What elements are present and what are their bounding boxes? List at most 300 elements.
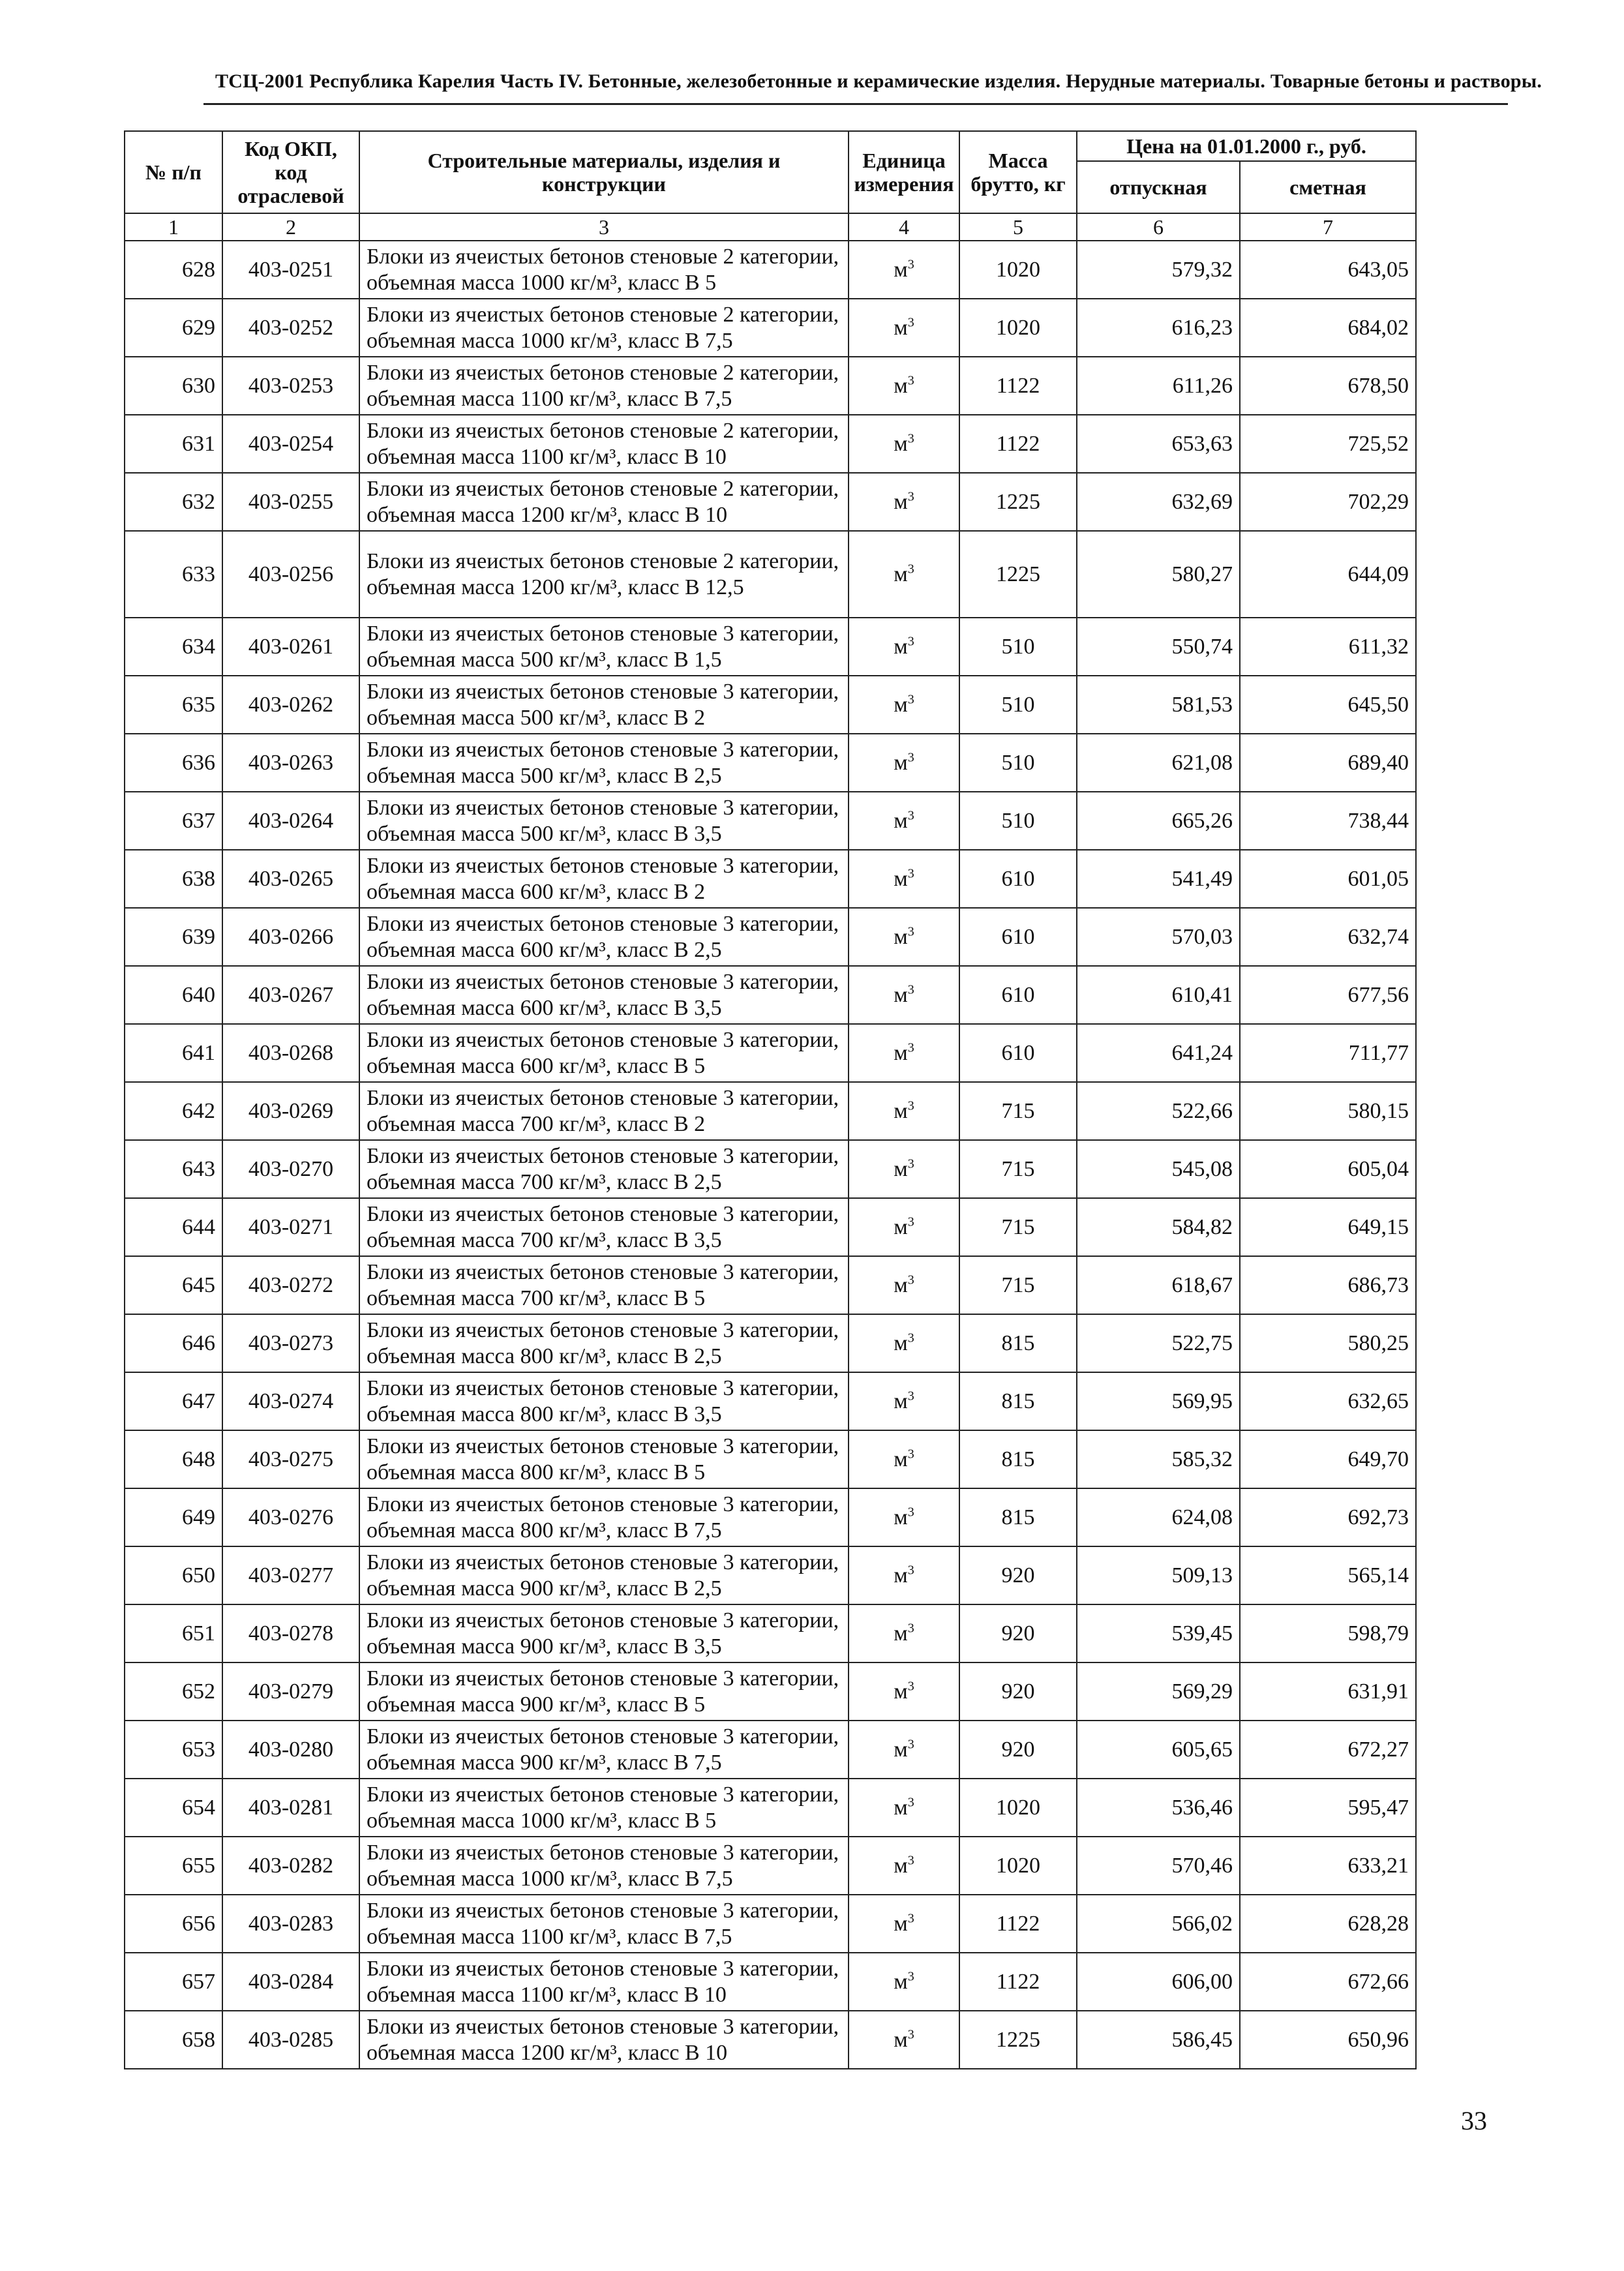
row-number: 655	[125, 1837, 222, 1895]
unit-exponent: 3	[907, 2027, 914, 2042]
table-row	[125, 1430, 1416, 1488]
unit-of-measure	[849, 415, 959, 473]
unit-base: м	[894, 373, 908, 398]
material-description: Блоки из ячеистых бетонов стеновые 3 категории, объемная масса 800 кг/м³, класс В 3,5	[359, 1372, 849, 1430]
okp-code: 403-0283	[222, 1895, 359, 1953]
unit-base: м	[894, 1331, 908, 1355]
okp-code: 403-0263	[222, 734, 359, 792]
table-row	[125, 473, 1416, 531]
unit-exponent: 3	[907, 1389, 914, 1404]
material-description: Блоки из ячеистых бетонов стеновые 3 категории, объемная масса 500 кг/м³, класс В 2	[359, 676, 849, 734]
unit-base: м	[894, 1156, 908, 1181]
okp-code: 403-0252	[222, 299, 359, 357]
okp-code: 403-0262	[222, 676, 359, 734]
unit-of-measure	[849, 792, 959, 850]
okp-code: 403-0272	[222, 1256, 359, 1314]
gross-mass: 715	[959, 1082, 1077, 1140]
release-price: 653,63	[1077, 415, 1240, 473]
release-price: 570,03	[1077, 908, 1240, 966]
unit-exponent: 3	[907, 257, 914, 272]
unit-exponent: 3	[907, 1040, 914, 1055]
unit-of-measure	[849, 1082, 959, 1140]
row-number: 642	[125, 1082, 222, 1140]
unit-exponent: 3	[907, 1272, 914, 1287]
row-number: 631	[125, 415, 222, 473]
page-number: 33	[1461, 2106, 1487, 2135]
table-body	[125, 213, 1416, 2069]
gross-mass: 1122	[959, 415, 1077, 473]
unit-base: м	[894, 257, 908, 282]
material-description: Блоки из ячеистых бетонов стеновые 3 категории, объемная масса 1100 кг/м³, класс В 10	[359, 1953, 849, 2011]
table-row	[125, 1488, 1416, 1546]
row-number: 630	[125, 357, 222, 415]
unit-of-measure	[849, 1779, 959, 1837]
unit-exponent: 3	[907, 692, 914, 707]
table-row	[125, 531, 1416, 618]
gross-mass: 510	[959, 618, 1077, 676]
unit-of-measure	[849, 357, 959, 415]
row-number: 654	[125, 1779, 222, 1837]
unit-base: м	[894, 750, 908, 775]
table-row	[125, 357, 1416, 415]
table-row	[125, 966, 1416, 1024]
estimate-price: 702,29	[1240, 473, 1416, 531]
column-number: 5	[959, 213, 1077, 241]
release-price: 610,41	[1077, 966, 1240, 1024]
gross-mass: 815	[959, 1488, 1077, 1546]
material-description: Блоки из ячеистых бетонов стеновые 3 категории, объемная масса 500 кг/м³, класс В 3,5	[359, 792, 849, 850]
unit-exponent: 3	[907, 924, 914, 939]
estimate-price: 580,25	[1240, 1314, 1416, 1372]
estimate-price: 611,32	[1240, 618, 1416, 676]
release-price: 621,08	[1077, 734, 1240, 792]
unit-exponent: 3	[907, 1853, 914, 1868]
okp-code: 403-0270	[222, 1140, 359, 1198]
material-description: Блоки из ячеистых бетонов стеновые 2 категории, объемная масса 1000 кг/м³, класс В 5	[359, 241, 849, 299]
unit-exponent: 3	[907, 1156, 914, 1171]
estimate-price: 565,14	[1240, 1546, 1416, 1604]
table-row	[125, 1198, 1416, 1256]
material-description: Блоки из ячеистых бетонов стеновые 2 категории, объемная масса 1000 кг/м³, класс В 7,5	[359, 299, 849, 357]
gross-mass: 1225	[959, 473, 1077, 531]
estimate-price: 711,77	[1240, 1024, 1416, 1082]
table-row	[125, 618, 1416, 676]
unit-exponent: 3	[907, 1098, 914, 1113]
row-number: 647	[125, 1372, 222, 1430]
material-description: Блоки из ячеистых бетонов стеновые 3 категории, объемная масса 800 кг/м³, класс В 7,5	[359, 1488, 849, 1546]
header-desc: Строительные материалы, изделия и конструкции	[359, 131, 849, 213]
row-number: 639	[125, 908, 222, 966]
unit-of-measure	[849, 1895, 959, 1953]
table-row	[125, 1895, 1416, 1953]
estimate-price: 689,40	[1240, 734, 1416, 792]
page-header-title: ТСЦ-2001 Республика Карелия Часть IV. Бетонные, железобетонные и керамические изделия. Нерудные материалы. Товарные бетоны и растворы.	[215, 70, 1542, 92]
unit-of-measure	[849, 676, 959, 734]
unit-base: м	[894, 1505, 908, 1529]
unit-of-measure	[849, 1546, 959, 1604]
material-description: Блоки из ячеистых бетонов стеновые 3 категории, объемная масса 500 кг/м³, класс В 1,5	[359, 618, 849, 676]
gross-mass: 715	[959, 1256, 1077, 1314]
gross-mass: 510	[959, 734, 1077, 792]
header-code: Код ОКП, код отраслевой	[222, 131, 359, 213]
material-description: Блоки из ячеистых бетонов стеновые 3 категории, объемная масса 900 кг/м³, класс В 5	[359, 1662, 849, 1721]
unit-exponent: 3	[907, 750, 914, 765]
unit-of-measure	[849, 241, 959, 299]
unit-of-measure	[849, 1430, 959, 1488]
unit-exponent: 3	[907, 1563, 914, 1578]
release-price: 541,49	[1077, 850, 1240, 908]
table-row	[125, 1662, 1416, 1721]
row-number: 635	[125, 676, 222, 734]
row-number: 634	[125, 618, 222, 676]
unit-of-measure	[849, 1372, 959, 1430]
release-price: 536,46	[1077, 1779, 1240, 1837]
estimate-price: 644,09	[1240, 531, 1416, 618]
release-price: 566,02	[1077, 1895, 1240, 1953]
unit-exponent: 3	[907, 373, 914, 388]
okp-code: 403-0268	[222, 1024, 359, 1082]
row-number: 656	[125, 1895, 222, 1953]
estimate-price: 692,73	[1240, 1488, 1416, 1546]
material-description: Блоки из ячеистых бетонов стеновые 3 категории, объемная масса 1000 кг/м³, класс В 5	[359, 1779, 849, 1837]
okp-code: 403-0261	[222, 618, 359, 676]
okp-code: 403-0256	[222, 531, 359, 618]
table-row	[125, 1256, 1416, 1314]
row-number: 636	[125, 734, 222, 792]
unit-exponent: 3	[907, 634, 914, 649]
unit-base: м	[894, 562, 908, 586]
table-row	[125, 850, 1416, 908]
release-price: 641,24	[1077, 1024, 1240, 1082]
row-number: 637	[125, 792, 222, 850]
unit-base: м	[894, 1679, 908, 1704]
unit-exponent: 3	[907, 431, 914, 446]
table-row	[125, 1140, 1416, 1198]
release-price: 632,69	[1077, 473, 1240, 531]
unit-of-measure	[849, 908, 959, 966]
row-number: 650	[125, 1546, 222, 1604]
unit-base: м	[894, 1737, 908, 1762]
unit-exponent: 3	[907, 808, 914, 823]
gross-mass: 610	[959, 908, 1077, 966]
release-price: 579,32	[1077, 241, 1240, 299]
gross-mass: 920	[959, 1662, 1077, 1721]
unit-exponent: 3	[907, 315, 914, 330]
unit-base: м	[894, 1969, 908, 1994]
unit-base: м	[894, 1853, 908, 1878]
release-price: 611,26	[1077, 357, 1240, 415]
row-number: 651	[125, 1604, 222, 1662]
column-number: 6	[1077, 213, 1240, 241]
material-description: Блоки из ячеистых бетонов стеновые 3 категории, объемная масса 600 кг/м³, класс В 2	[359, 850, 849, 908]
unit-base: м	[894, 692, 908, 717]
unit-of-measure	[849, 1314, 959, 1372]
material-description: Блоки из ячеистых бетонов стеновые 3 категории, объемная масса 500 кг/м³, класс В 2,5	[359, 734, 849, 792]
unit-base: м	[894, 634, 908, 659]
okp-code: 403-0280	[222, 1721, 359, 1779]
table-row	[125, 1024, 1416, 1082]
row-number: 652	[125, 1662, 222, 1721]
okp-code: 403-0251	[222, 241, 359, 299]
release-price: 545,08	[1077, 1140, 1240, 1198]
column-number: 1	[125, 213, 222, 241]
unit-exponent: 3	[907, 1621, 914, 1636]
gross-mass: 610	[959, 1024, 1077, 1082]
unit-of-measure	[849, 1198, 959, 1256]
unit-base: м	[894, 808, 908, 833]
table-row	[125, 792, 1416, 850]
unit-exponent: 3	[907, 1447, 914, 1462]
okp-code: 403-0267	[222, 966, 359, 1024]
header-price-estimate: сметная	[1240, 161, 1416, 213]
row-number: 643	[125, 1140, 222, 1198]
table-row	[125, 1837, 1416, 1895]
unit-exponent: 3	[907, 982, 914, 997]
unit-of-measure	[849, 1024, 959, 1082]
release-price: 618,67	[1077, 1256, 1240, 1314]
estimate-price: 684,02	[1240, 299, 1416, 357]
gross-mass: 1020	[959, 299, 1077, 357]
row-number: 629	[125, 299, 222, 357]
release-price: 616,23	[1077, 299, 1240, 357]
material-description: Блоки из ячеистых бетонов стеновые 3 категории, объемная масса 900 кг/м³, класс В 7,5	[359, 1721, 849, 1779]
release-price: 570,46	[1077, 1837, 1240, 1895]
material-description: Блоки из ячеистых бетонов стеновые 3 категории, объемная масса 700 кг/м³, класс В 5	[359, 1256, 849, 1314]
table-row	[125, 676, 1416, 734]
unit-base: м	[894, 1563, 908, 1587]
gross-mass: 1020	[959, 1837, 1077, 1895]
row-number: 640	[125, 966, 222, 1024]
gross-mass: 1225	[959, 531, 1077, 618]
unit-exponent: 3	[907, 1795, 914, 1810]
gross-mass: 1020	[959, 241, 1077, 299]
okp-code: 403-0281	[222, 1779, 359, 1837]
unit-exponent: 3	[907, 562, 914, 577]
unit-base: м	[894, 489, 908, 514]
unit-base: м	[894, 1214, 908, 1239]
estimate-price: 595,47	[1240, 1779, 1416, 1837]
header-mass: Масса брутто, кг	[959, 131, 1077, 213]
material-description: Блоки из ячеистых бетонов стеновые 2 категории, объемная масса 1100 кг/м³, класс В 10	[359, 415, 849, 473]
column-number: 3	[359, 213, 849, 241]
estimate-price: 649,15	[1240, 1198, 1416, 1256]
row-number: 649	[125, 1488, 222, 1546]
estimate-price: 725,52	[1240, 415, 1416, 473]
material-description: Блоки из ячеистых бетонов стеновые 3 категории, объемная масса 700 кг/м³, класс В 2,5	[359, 1140, 849, 1198]
okp-code: 403-0285	[222, 2011, 359, 2069]
material-description: Блоки из ячеистых бетонов стеновые 3 категории, объемная масса 800 кг/м³, класс В 2,5	[359, 1314, 849, 1372]
row-number: 633	[125, 531, 222, 618]
unit-exponent: 3	[907, 489, 914, 504]
release-price: 585,32	[1077, 1430, 1240, 1488]
gross-mass: 510	[959, 676, 1077, 734]
gross-mass: 1122	[959, 1953, 1077, 2011]
unit-of-measure	[849, 1604, 959, 1662]
okp-code: 403-0277	[222, 1546, 359, 1604]
unit-of-measure	[849, 1140, 959, 1198]
material-description: Блоки из ячеистых бетонов стеновые 3 категории, объемная масса 900 кг/м³, класс В 3,5	[359, 1604, 849, 1662]
header-price-release: отпускная	[1077, 161, 1240, 213]
unit-of-measure	[849, 1837, 959, 1895]
okp-code: 403-0284	[222, 1953, 359, 2011]
estimate-price: 686,73	[1240, 1256, 1416, 1314]
release-price: 606,00	[1077, 1953, 1240, 2011]
unit-base: м	[894, 1621, 908, 1646]
unit-base: м	[894, 2027, 908, 2052]
estimate-price: 605,04	[1240, 1140, 1416, 1198]
release-price: 605,65	[1077, 1721, 1240, 1779]
column-numbers-row	[125, 213, 1416, 241]
estimate-price: 672,27	[1240, 1721, 1416, 1779]
estimate-price: 631,91	[1240, 1662, 1416, 1721]
release-price: 584,82	[1077, 1198, 1240, 1256]
release-price: 522,75	[1077, 1314, 1240, 1372]
unit-of-measure	[849, 1953, 959, 2011]
estimate-price: 633,21	[1240, 1837, 1416, 1895]
unit-exponent: 3	[907, 1214, 914, 1229]
table-row	[125, 415, 1416, 473]
table-row	[125, 299, 1416, 357]
row-number: 628	[125, 241, 222, 299]
gross-mass: 815	[959, 1430, 1077, 1488]
unit-of-measure	[849, 1488, 959, 1546]
table-row	[125, 1604, 1416, 1662]
table-row	[125, 1372, 1416, 1430]
table-header	[125, 131, 1416, 213]
release-price: 569,29	[1077, 1662, 1240, 1721]
unit-exponent: 3	[907, 1679, 914, 1694]
okp-code: 403-0253	[222, 357, 359, 415]
release-price: 665,26	[1077, 792, 1240, 850]
okp-code: 403-0282	[222, 1837, 359, 1895]
unit-base: м	[894, 1098, 908, 1123]
table-row	[125, 241, 1416, 299]
column-number: 7	[1240, 213, 1416, 241]
gross-mass: 610	[959, 850, 1077, 908]
estimate-price: 598,79	[1240, 1604, 1416, 1662]
estimate-price: 601,05	[1240, 850, 1416, 908]
unit-exponent: 3	[907, 1737, 914, 1752]
material-description: Блоки из ячеистых бетонов стеновые 3 категории, объемная масса 900 кг/м³, класс В 2,5	[359, 1546, 849, 1604]
release-price: 539,45	[1077, 1604, 1240, 1662]
estimate-price: 672,66	[1240, 1953, 1416, 2011]
gross-mass: 1122	[959, 357, 1077, 415]
unit-of-measure	[849, 966, 959, 1024]
unit-exponent: 3	[907, 1505, 914, 1520]
estimate-price: 738,44	[1240, 792, 1416, 850]
unit-base: м	[894, 1389, 908, 1413]
unit-of-measure	[849, 2011, 959, 2069]
unit-exponent: 3	[907, 866, 914, 881]
okp-code: 403-0254	[222, 415, 359, 473]
row-number: 646	[125, 1314, 222, 1372]
material-description: Блоки из ячеистых бетонов стеновые 3 категории, объемная масса 600 кг/м³, класс В 2,5	[359, 908, 849, 966]
unit-base: м	[894, 1911, 908, 1936]
unit-exponent: 3	[907, 1969, 914, 1984]
unit-of-measure	[849, 531, 959, 618]
table-row	[125, 908, 1416, 966]
material-description: Блоки из ячеистых бетонов стеновые 3 категории, объемная масса 600 кг/м³, класс В 3,5	[359, 966, 849, 1024]
release-price: 586,45	[1077, 2011, 1240, 2069]
release-price: 624,08	[1077, 1488, 1240, 1546]
estimate-price: 650,96	[1240, 2011, 1416, 2069]
release-price: 550,74	[1077, 618, 1240, 676]
unit-of-measure	[849, 1721, 959, 1779]
material-description: Блоки из ячеистых бетонов стеновые 3 категории, объемная масса 1100 кг/м³, класс В 7,5	[359, 1895, 849, 1953]
unit-base: м	[894, 982, 908, 1007]
unit-base: м	[894, 1040, 908, 1065]
gross-mass: 1122	[959, 1895, 1077, 1953]
estimate-price: 628,28	[1240, 1895, 1416, 1953]
row-number: 653	[125, 1721, 222, 1779]
gross-mass: 815	[959, 1314, 1077, 1372]
row-number: 657	[125, 1953, 222, 2011]
gross-mass: 1020	[959, 1779, 1077, 1837]
release-price: 569,95	[1077, 1372, 1240, 1430]
table-row	[125, 1779, 1416, 1837]
unit-of-measure	[849, 473, 959, 531]
estimate-price: 649,70	[1240, 1430, 1416, 1488]
unit-base: м	[894, 924, 908, 949]
okp-code: 403-0275	[222, 1430, 359, 1488]
material-description: Блоки из ячеистых бетонов стеновые 2 категории, объемная масса 1200 кг/м³, класс В 12,5	[359, 531, 849, 618]
gross-mass: 1225	[959, 2011, 1077, 2069]
release-price: 580,27	[1077, 531, 1240, 618]
gross-mass: 715	[959, 1140, 1077, 1198]
okp-code: 403-0276	[222, 1488, 359, 1546]
row-number: 658	[125, 2011, 222, 2069]
table-row	[125, 2011, 1416, 2069]
table-row	[125, 1082, 1416, 1140]
unit-of-measure	[849, 1256, 959, 1314]
price-table	[124, 130, 1417, 2069]
estimate-price: 632,65	[1240, 1372, 1416, 1430]
row-number: 641	[125, 1024, 222, 1082]
material-description: Блоки из ячеистых бетонов стеновые 3 категории, объемная масса 600 кг/м³, класс В 5	[359, 1024, 849, 1082]
unit-base: м	[894, 315, 908, 340]
table-row	[125, 1721, 1416, 1779]
estimate-price: 632,74	[1240, 908, 1416, 966]
material-description: Блоки из ячеистых бетонов стеновые 3 категории, объемная масса 800 кг/м³, класс В 5	[359, 1430, 849, 1488]
gross-mass: 715	[959, 1198, 1077, 1256]
material-description: Блоки из ячеистых бетонов стеновые 2 категории, объемная масса 1100 кг/м³, класс В 7,5	[359, 357, 849, 415]
material-description: Блоки из ячеистых бетонов стеновые 2 категории, объемная масса 1200 кг/м³, класс В 10	[359, 473, 849, 531]
gross-mass: 920	[959, 1604, 1077, 1662]
gross-mass: 510	[959, 792, 1077, 850]
column-number: 4	[849, 213, 959, 241]
release-price: 522,66	[1077, 1082, 1240, 1140]
table-row	[125, 734, 1416, 792]
estimate-price: 580,15	[1240, 1082, 1416, 1140]
column-number: 2	[222, 213, 359, 241]
row-number: 644	[125, 1198, 222, 1256]
okp-code: 403-0274	[222, 1372, 359, 1430]
row-number: 632	[125, 473, 222, 531]
header-price-group: Цена на 01.01.2000 г., руб.	[1077, 131, 1416, 161]
release-price: 509,13	[1077, 1546, 1240, 1604]
unit-of-measure	[849, 850, 959, 908]
material-description: Блоки из ячеистых бетонов стеновые 3 категории, объемная масса 1200 кг/м³, класс В 10	[359, 2011, 849, 2069]
table-row	[125, 1953, 1416, 2011]
unit-exponent: 3	[907, 1331, 914, 1346]
header-unit: Единица измерения	[849, 131, 959, 213]
material-description: Блоки из ячеистых бетонов стеновые 3 категории, объемная масса 1000 кг/м³, класс В 7,5	[359, 1837, 849, 1895]
okp-code: 403-0278	[222, 1604, 359, 1662]
header-rule	[203, 103, 1508, 105]
unit-of-measure	[849, 618, 959, 676]
gross-mass: 610	[959, 966, 1077, 1024]
row-number: 638	[125, 850, 222, 908]
